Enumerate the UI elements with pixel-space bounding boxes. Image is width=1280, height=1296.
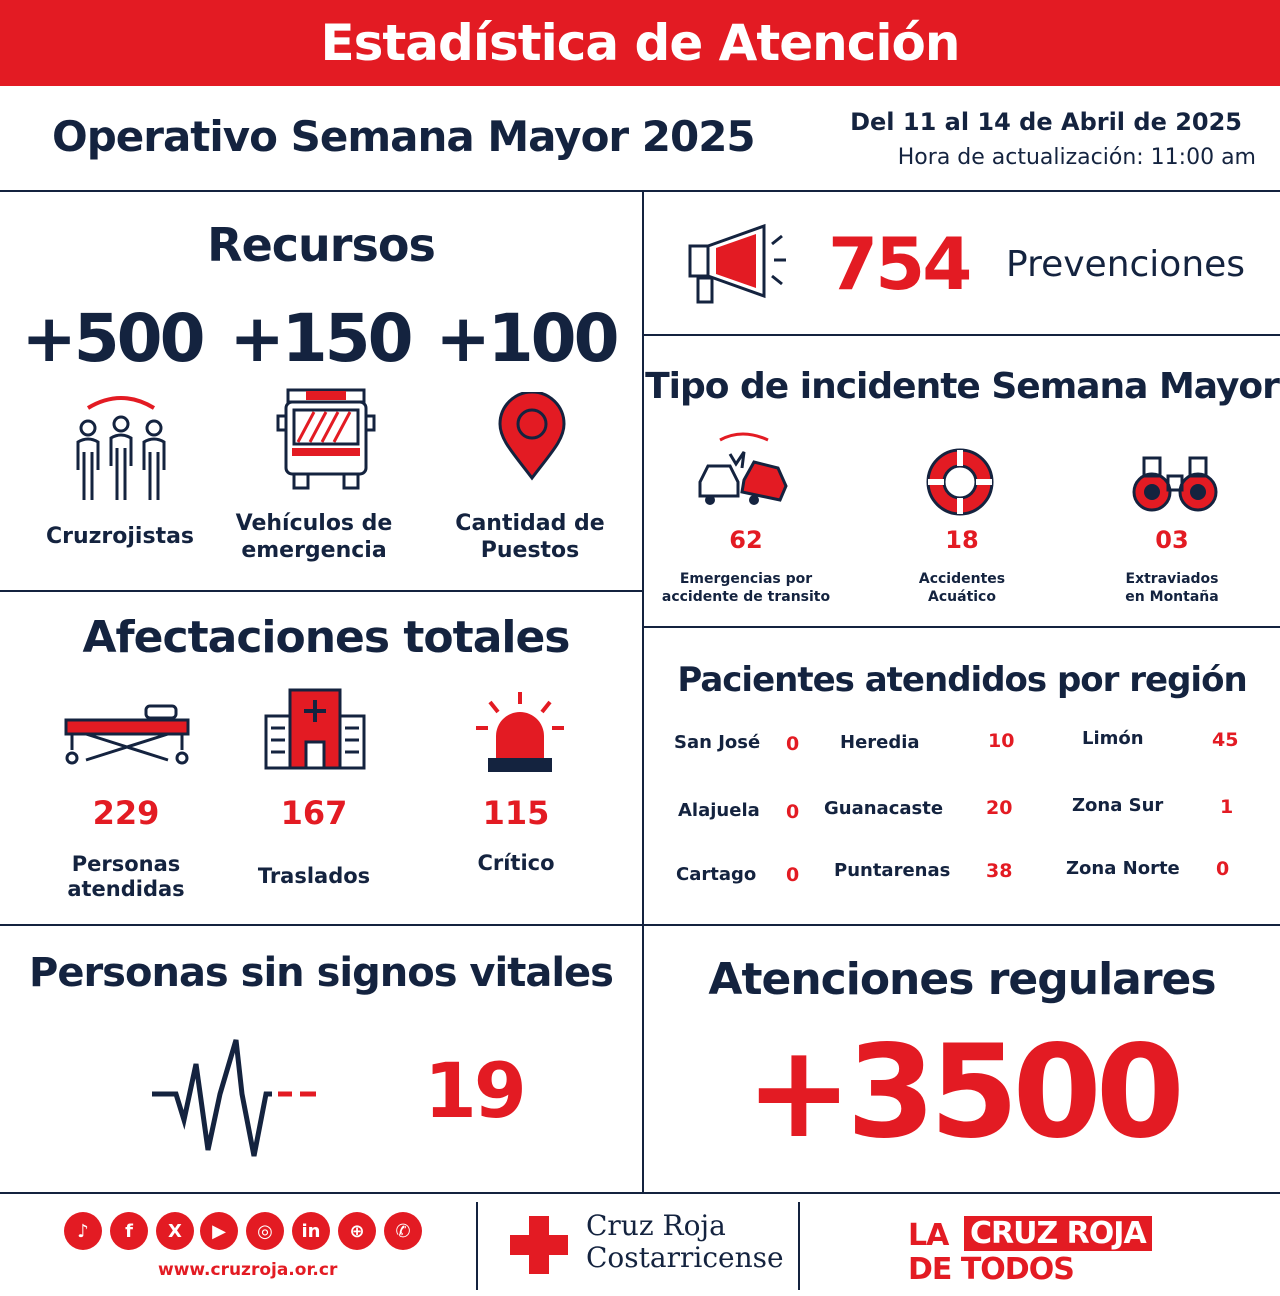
region-name-limon: Limón xyxy=(1082,728,1144,749)
recursos-label-2-line1: Vehículos de xyxy=(235,511,393,536)
region-name-heredia: Heredia xyxy=(840,732,920,753)
incidente-label-3 xyxy=(1092,570,1252,606)
incidente-value-2: 18 xyxy=(945,526,979,554)
ambulance-icon xyxy=(274,386,378,494)
x-icon[interactable]: X xyxy=(156,1212,194,1250)
divider-footer xyxy=(0,1192,1280,1194)
globe-icon[interactable]: ⊕ xyxy=(338,1212,376,1250)
tipo-incidente-title: Tipo de incidente Semana Mayor xyxy=(645,366,1279,407)
divider-header xyxy=(0,190,1280,192)
pacientes-region-title: Pacientes atendidos por región xyxy=(677,660,1247,700)
footer-divider-2 xyxy=(798,1202,800,1290)
region-value-zona-norte: 0 xyxy=(1216,858,1230,880)
atenciones-title: Atenciones regulares xyxy=(708,954,1216,1005)
region-name-cartago: Cartago xyxy=(676,864,757,885)
incidente-label-2-line1: Accidentes xyxy=(918,571,1006,587)
region-value-zona-sur: 1 xyxy=(1220,796,1234,818)
linkedin-icon[interactable]: in xyxy=(292,1212,330,1250)
org-name xyxy=(586,1210,784,1274)
recursos-label-3-line1: Cantidad de xyxy=(455,511,605,536)
prevenciones-value: 754 xyxy=(828,222,970,306)
location-pin-icon xyxy=(494,392,570,484)
heartbeat-flatline-icon xyxy=(150,1036,320,1166)
incidente-label-3-line1: Extraviados xyxy=(1125,571,1219,587)
footer-divider-1 xyxy=(476,1202,478,1290)
incidente-label-2-line2: Acuático xyxy=(928,589,996,605)
region-value-san-jose: 0 xyxy=(786,733,800,755)
sin-signos-title: Personas sin signos vitales xyxy=(29,950,613,996)
update-time: Hora de actualización: 11:00 am xyxy=(897,145,1256,170)
afectaciones-label-1-line1: Personas xyxy=(71,852,181,876)
divider-left-1 xyxy=(0,590,642,592)
incidente-value-3: 03 xyxy=(1155,526,1189,554)
divider-right-2 xyxy=(644,626,1280,628)
incidente-value-1: 62 xyxy=(729,526,763,554)
afectaciones-value-2: 167 xyxy=(280,794,348,832)
sin-signos-value: 19 xyxy=(424,1046,524,1135)
date-range: Del 11 al 14 de Abril de 2025 xyxy=(850,108,1242,136)
recursos-label-3 xyxy=(430,510,630,564)
incidente-label-3-line2: en Montaña xyxy=(1125,589,1219,605)
binoculars-icon xyxy=(1130,454,1220,516)
recursos-value-3: +100 xyxy=(435,300,617,377)
atenciones-value: +3500 xyxy=(745,1018,1179,1167)
recursos-label-2 xyxy=(214,510,414,564)
recursos-label-3-line2: Puestos xyxy=(480,538,580,563)
afectaciones-label-3: Crítico xyxy=(477,851,555,875)
region-value-cartago: 0 xyxy=(786,864,800,886)
afectaciones-label-1-line2: atendidas xyxy=(67,877,185,901)
incidente-label-1-line1: Emergencias por xyxy=(679,571,813,587)
afectaciones-label-1 xyxy=(36,852,216,902)
recursos-value-2: +150 xyxy=(229,300,411,377)
afectaciones-value-3: 115 xyxy=(482,794,550,832)
divider-left-2 xyxy=(0,924,1280,926)
website-link[interactable]: www.cruzroja.or.cr xyxy=(158,1260,338,1280)
incidente-label-1-line2: accidente de transito xyxy=(661,589,831,605)
region-name-zona-norte: Zona Norte xyxy=(1066,858,1180,879)
afectaciones-value-1: 229 xyxy=(92,794,160,832)
people-group-icon xyxy=(66,392,176,504)
lifebuoy-icon xyxy=(924,446,996,518)
youtube-icon[interactable]: ▶ xyxy=(200,1212,238,1250)
region-value-alajuela: 0 xyxy=(786,801,800,823)
instagram-icon[interactable]: ◎ xyxy=(246,1212,284,1250)
prevenciones-label: Prevenciones xyxy=(1006,244,1246,285)
incidente-label-1 xyxy=(652,570,840,606)
slogan-de-todos: DE TODOS xyxy=(908,1252,1074,1287)
stretcher-icon xyxy=(62,700,192,768)
facebook-icon[interactable]: f xyxy=(110,1212,148,1250)
red-cross-logo-icon xyxy=(510,1216,568,1274)
siren-icon xyxy=(472,688,568,776)
slogan-la: LA xyxy=(908,1218,949,1253)
megaphone-icon xyxy=(684,220,796,308)
region-value-puntarenas: 38 xyxy=(986,860,1013,882)
afectaciones-label-2: Traslados xyxy=(257,864,371,888)
region-name-guanacaste: Guanacaste xyxy=(824,798,944,819)
slogan-cruz-roja: CRUZ ROJA xyxy=(964,1216,1152,1251)
tiktok-icon[interactable]: ♪ xyxy=(64,1212,102,1250)
recursos-label-1: Cruzrojistas xyxy=(45,524,195,549)
org-name-line2: Costarricense xyxy=(586,1241,784,1274)
recursos-title: Recursos xyxy=(207,218,435,272)
car-crash-icon xyxy=(694,430,794,514)
region-name-alajuela: Alajuela xyxy=(678,800,760,821)
region-name-san-jose: San José xyxy=(674,732,761,753)
hospital-icon xyxy=(262,686,368,772)
region-name-puntarenas: Puntarenas xyxy=(834,860,951,881)
region-value-heredia: 10 xyxy=(988,730,1015,752)
title-banner xyxy=(0,0,1280,86)
whatsapp-icon[interactable]: ✆ xyxy=(384,1212,422,1250)
divider-right-1 xyxy=(644,334,1280,336)
org-name-line1: Cruz Roja xyxy=(586,1209,726,1242)
incidente-label-2 xyxy=(882,570,1042,606)
recursos-label-2-line2: emergencia xyxy=(241,538,387,563)
page-title: Estadística de Atención xyxy=(320,14,960,72)
region-name-zona-sur: Zona Sur xyxy=(1072,795,1164,816)
region-value-limon: 45 xyxy=(1212,729,1239,751)
afectaciones-title: Afectaciones totales xyxy=(82,612,570,663)
region-value-guanacaste: 20 xyxy=(986,797,1013,819)
operativo-title: Operativo Semana Mayor 2025 xyxy=(52,112,755,161)
recursos-value-1: +500 xyxy=(21,300,203,377)
